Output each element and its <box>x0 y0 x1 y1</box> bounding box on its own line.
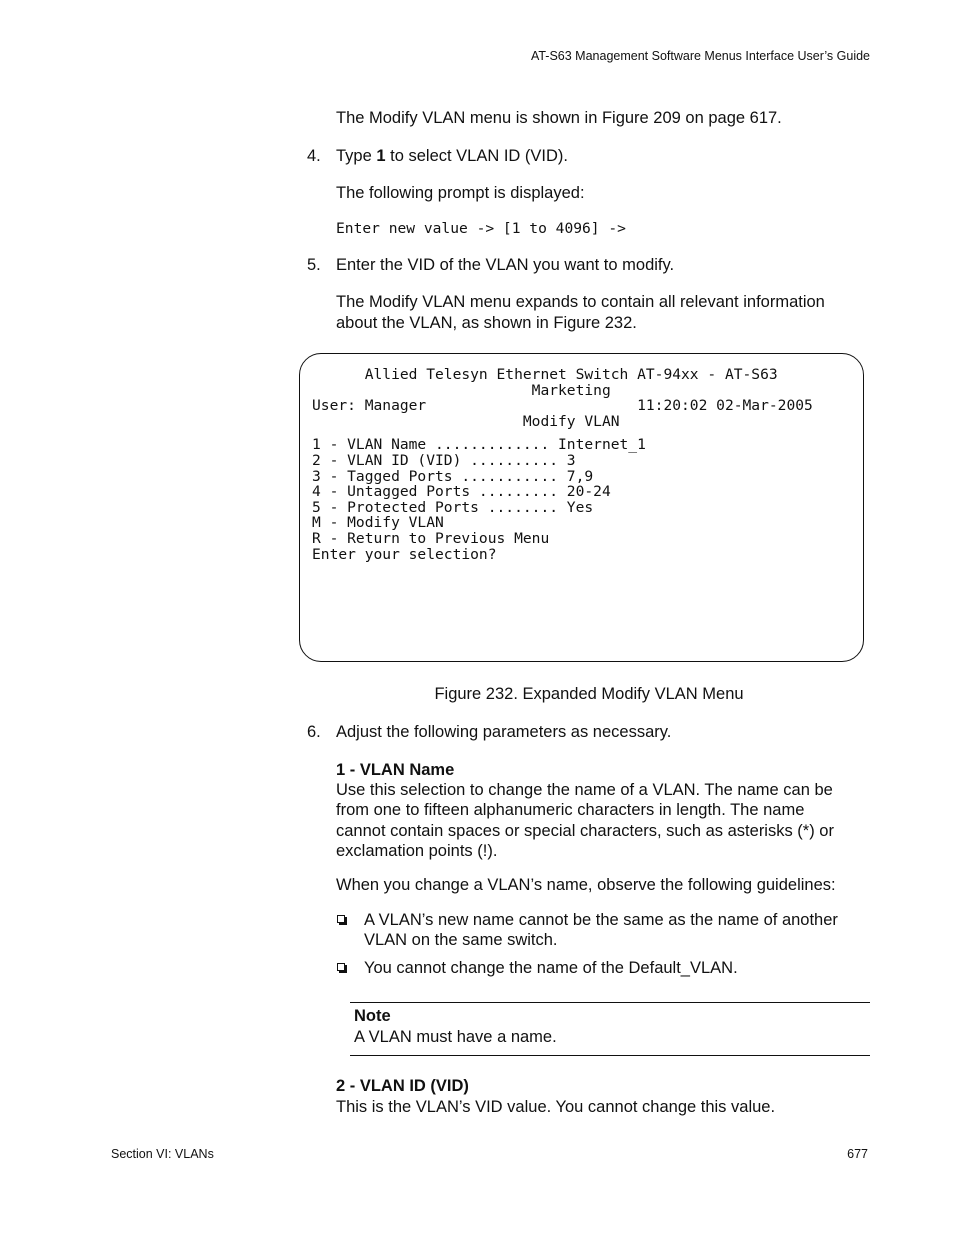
terminal-line: Marketing <box>312 381 611 399</box>
vlan-name-line-4: exclamation points (!). <box>336 842 498 860</box>
checkbox-bullet-icon <box>337 915 345 923</box>
vlan-name-line-1: Use this selection to change the name of a VLAN. The name can be <box>336 781 833 799</box>
step-4-pre: Type <box>336 147 377 165</box>
vlan-name-line-2: from one to fifteen alphanumeric characters in length. The name <box>336 801 805 819</box>
running-header: AT-S63 Management Software Menus Interface User’s Guide <box>530 49 870 63</box>
terminal-line: 5 - Protected Ports ........ Yes <box>312 498 594 516</box>
step-6-text: Adjust the following parameters as necessary. <box>336 723 672 741</box>
vlan-name-line-3: cannot contain spaces or special characters, such as asterisks (*) or <box>336 822 834 840</box>
footer-page-number: 677 <box>847 1147 868 1161</box>
step-5-text: Enter the VID of the VLAN you want to modify. <box>336 256 675 274</box>
bullet-2-line-1: You cannot change the name of the Default_VLAN. <box>364 959 738 977</box>
prompt-code: Enter new value -> [1 to 4096] -> <box>336 220 626 237</box>
bullet-1-line-1: A VLAN’s new name cannot be the same as the name of another <box>364 911 838 929</box>
note-bottom-rule <box>350 1055 870 1056</box>
step-4-post: to select VLAN ID (VID). <box>385 147 569 165</box>
intro-paragraph: The Modify VLAN menu is shown in Figure 209 on page 617. <box>336 109 782 127</box>
step-6-number: 6. <box>307 723 321 741</box>
terminal-line: User: Manager 11:20:02 02-Mar-2005 <box>312 397 813 415</box>
note-text: A VLAN must have a name. <box>354 1028 557 1046</box>
checkbox-bullet-icon <box>337 963 345 971</box>
step-4-text <box>336 146 568 167</box>
terminal-line: 4 - Untagged Ports ......... 20-24 <box>312 483 611 501</box>
vlan-id-heading: 2 - VLAN ID (VID) <box>336 1077 469 1095</box>
step-5-number: 5. <box>307 256 321 274</box>
figure-caption: Figure 232. Expanded Modify VLAN Menu <box>434 685 744 703</box>
terminal-line: 2 - VLAN ID (VID) .......... 3 <box>312 451 576 469</box>
bullet-1-line-2: VLAN on the same switch. <box>364 931 558 949</box>
terminal-line: 3 - Tagged Ports ........... 7,9 <box>312 467 594 485</box>
terminal-line: Allied Telesyn Ethernet Switch AT-94xx - AT-S63 <box>312 366 778 383</box>
note-title: Note <box>354 1007 391 1025</box>
terminal-line: Modify VLAN <box>312 412 620 430</box>
terminal-line: Enter your selection? <box>312 545 497 563</box>
terminal-line: 1 - VLAN Name ............. Internet_1 <box>312 436 646 454</box>
step-5-detail-line-1: The Modify VLAN menu expands to contain all relevant information <box>336 293 825 311</box>
prompt-intro: The following prompt is displayed: <box>336 184 585 202</box>
step-4-number: 4. <box>307 147 321 165</box>
footer-section: Section VI: VLANs <box>111 1147 214 1161</box>
terminal-line: R - Return to Previous Menu <box>312 529 550 547</box>
guidelines-intro: When you change a VLAN’s name, observe the following guidelines: <box>336 876 836 894</box>
vlan-name-heading: 1 - VLAN Name <box>336 761 455 779</box>
terminal-screen <box>299 353 864 662</box>
terminal-text <box>312 367 813 562</box>
terminal-line: M - Modify VLAN <box>312 514 444 532</box>
note-top-rule <box>350 1002 870 1003</box>
step-4-bold: 1 <box>376 147 386 165</box>
vlan-id-text: This is the VLAN’s VID value. You cannot change this value. <box>336 1098 776 1116</box>
step-5-detail-line-2: about the VLAN, as shown in Figure 232. <box>336 314 637 332</box>
